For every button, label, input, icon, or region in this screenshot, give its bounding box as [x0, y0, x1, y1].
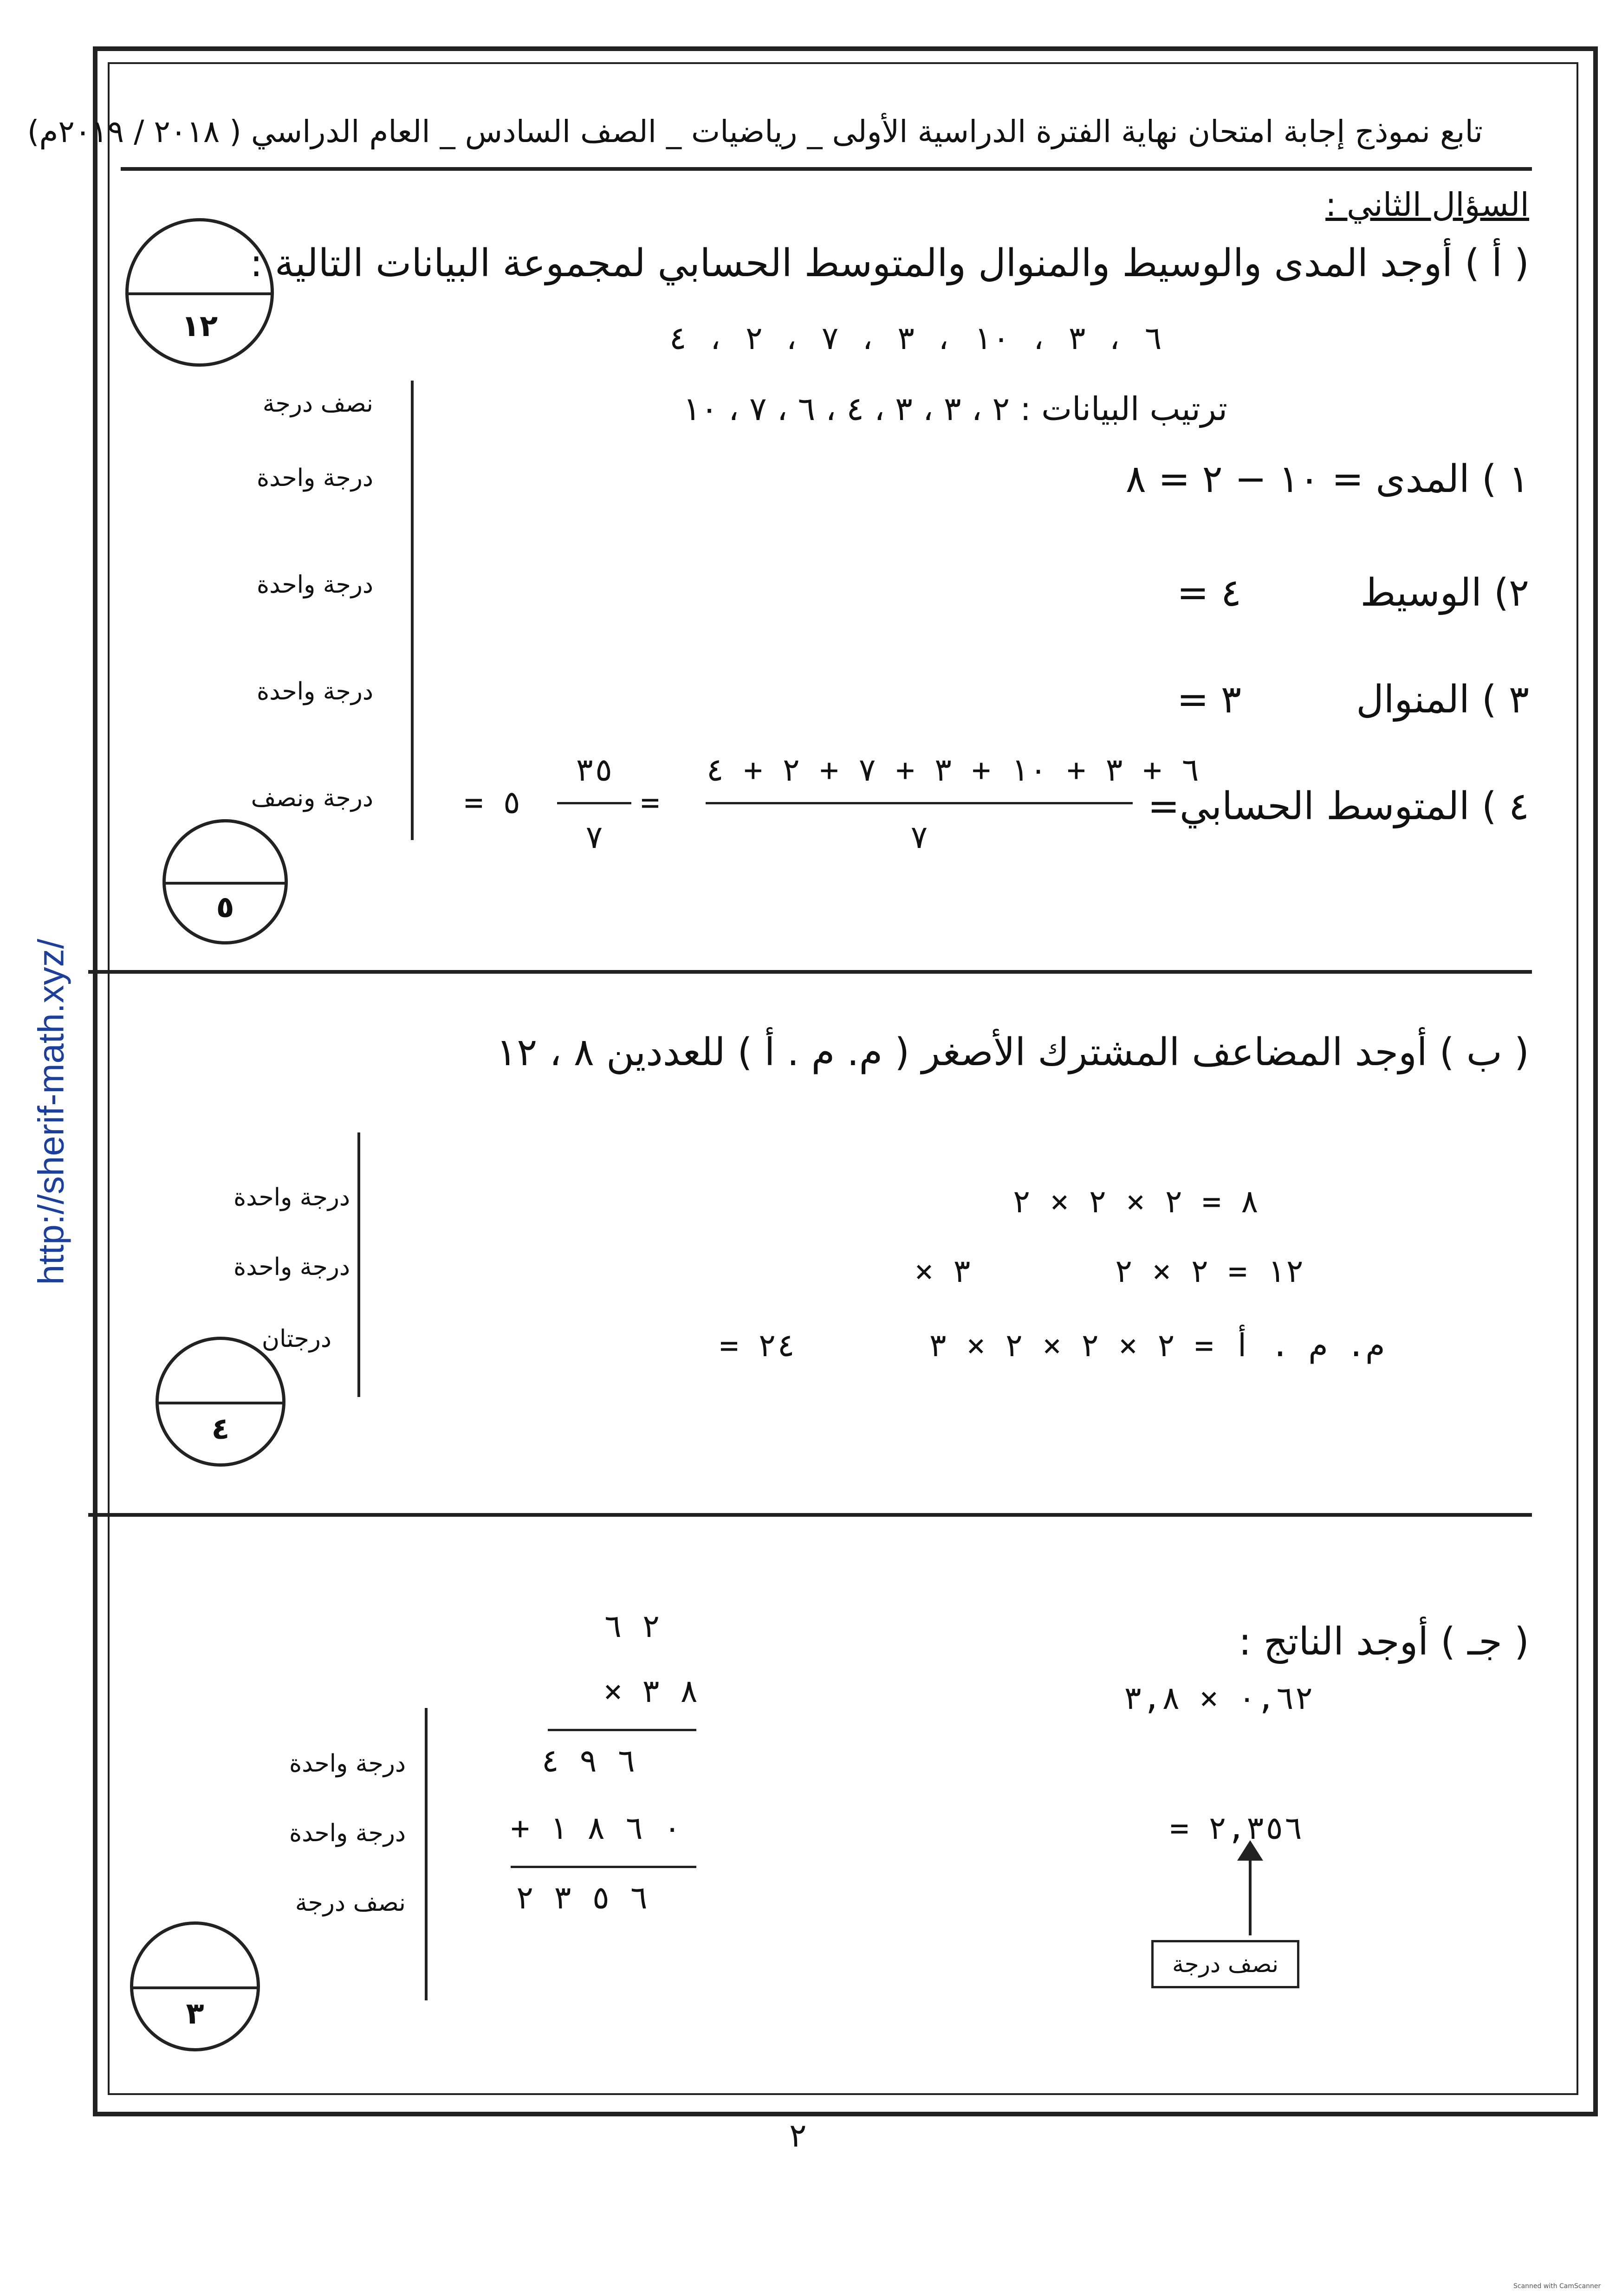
result-arrow-icon	[1237, 1840, 1263, 1861]
part-b-grade-1: درجة واحدة	[233, 1184, 350, 1211]
part-c-grade-1: درجة واحدة	[289, 1750, 406, 1778]
part-c-score-circle	[130, 1921, 260, 2051]
page-number: ٢	[789, 2116, 807, 2154]
part-a-mean-fraction2-line	[557, 802, 631, 804]
part-b-prompt: ( ب ) أوجد المضاعف المشترك الأصغر ( م. م . أ ) للعددين ٨ ، ١٢	[496, 1030, 1529, 1074]
part-a-score-value: ٥	[216, 890, 234, 925]
part-a-prompt: ( أ ) أوجد المدى والوسيط والمنوال والمتوسط الحسابي لمجموعة البيانات التالية :	[250, 241, 1529, 285]
watermark-url[interactable]: http://sherif-math.xyz/	[30, 938, 71, 1285]
part-c-prompt: ( جـ ) أوجد الناتج :	[1238, 1620, 1529, 1664]
part-b-grade-2: درجة واحدة	[233, 1253, 350, 1281]
part-a-median-value: = ٤	[1177, 571, 1241, 615]
part-a-mode-value: = ٣	[1177, 678, 1241, 722]
part-c-mult-line1	[548, 1729, 696, 1731]
part-a-grade-4: درجة واحدة	[256, 678, 373, 705]
part-c-mult-partial2: + ٠ ٦ ٨ ١	[511, 1810, 682, 1847]
scanner-note: Scanned with CamScanner	[1513, 2283, 1601, 2290]
part-c-mult-total: ٦ ٥ ٣ ٢	[515, 1880, 649, 1916]
page-header-title: تابع نموذج إجابة امتحان نهاية الفترة الدراسية الأولى _ رياضيات _ الصف السادس _ العام الدراسي ( ٢٠١٨ / ٢٠١٩م)	[27, 114, 1483, 149]
part-a-mean-fraction-num: ٣٥	[575, 752, 613, 789]
part-a-mean-numerator: ٦ + ٣ + ١٠ + ٣ + ٧ + ٢ + ٤	[706, 752, 1200, 789]
part-b-score-circle	[156, 1337, 285, 1467]
result-arrow-shaft	[1249, 1852, 1252, 1935]
part-c-result: = ٢,٣٥٦	[1170, 1810, 1303, 1847]
part-a-grade-3: درجة واحدة	[256, 571, 373, 599]
part-a-mean-result: = ٥	[464, 784, 521, 821]
part-c-mult-row1: ٢ ٦	[603, 1608, 661, 1645]
part-a-ordered-data: ترتيب البيانات : ٢ ، ٣ ، ٣ ، ٤ ، ٦ ، ٧ ، ١٠	[683, 390, 1227, 428]
part-a-mean-fraction-den: ٧	[584, 819, 604, 856]
part-a-median-label: ٢) الوسيط	[1360, 571, 1529, 615]
part-c-expression: ٠,٦٢ × ٣,٨	[1123, 1680, 1314, 1717]
part-c-mult-row2: × ٨ ٣	[603, 1673, 699, 1710]
part-a-grade-1: نصف درجة	[262, 390, 373, 418]
part-b-line1: ٨ = ٢ × ٢ × ٢	[1012, 1184, 1259, 1220]
page-frame-inner	[108, 62, 1578, 2095]
part-c-mult-line2	[511, 1866, 696, 1868]
part-a-mean-label: ٤ ) المتوسط الحسابي=	[1148, 784, 1529, 828]
part-a-mean-fraction-line	[706, 802, 1133, 804]
part-a-grade-5: درجة ونصف	[251, 784, 373, 812]
part-b-line3: م. م . أ = ٢ × ٢ × ٢ × ٣	[928, 1327, 1385, 1364]
part-b-grade-3: درجتان	[261, 1325, 331, 1353]
part-b-line3-result: = ٢٤	[720, 1327, 796, 1364]
part-c-grade-divider	[425, 1708, 428, 2000]
section-divider-a-b	[88, 970, 1532, 974]
part-c-grade-2: درجة واحدة	[289, 1819, 406, 1847]
part-a-range: ١ ) المدى = ١٠ − ٢ = ٨	[1125, 457, 1529, 501]
part-c-mult-partial1: ٦ ٩ ٤	[541, 1743, 636, 1779]
part-b-grade-divider	[357, 1132, 360, 1397]
header-divider	[121, 167, 1532, 171]
part-a-grade-divider	[411, 381, 414, 840]
result-grade-box: نصف درجة	[1151, 1940, 1299, 1988]
question-title: السؤال الثاني :	[1325, 186, 1529, 224]
part-b-line2-right: × ٣	[915, 1253, 972, 1290]
total-score-circle	[125, 218, 274, 367]
part-c-grade-3: نصف درجة	[295, 1889, 406, 1917]
part-a-data-values: ٦ ، ٣ ، ١٠ ، ٣ ، ٧ ، ٢ ، ٤	[668, 320, 1163, 357]
part-a-grade-2: درجة واحدة	[256, 464, 373, 492]
part-b-score-value: ٤	[211, 1411, 230, 1446]
part-a-mean-denominator: ٧	[909, 819, 929, 856]
part-a-score-circle	[162, 819, 288, 944]
part-a-mode-label: ٣ ) المنوال	[1356, 678, 1529, 722]
part-b-line2-left: ١٢ = ٢ × ٢	[1114, 1253, 1304, 1290]
part-a-mean-eq: =	[641, 784, 662, 821]
section-divider-b-c	[88, 1513, 1532, 1517]
total-score-value: ١٢	[181, 309, 218, 344]
part-c-score-value: ٣	[186, 1996, 204, 2031]
